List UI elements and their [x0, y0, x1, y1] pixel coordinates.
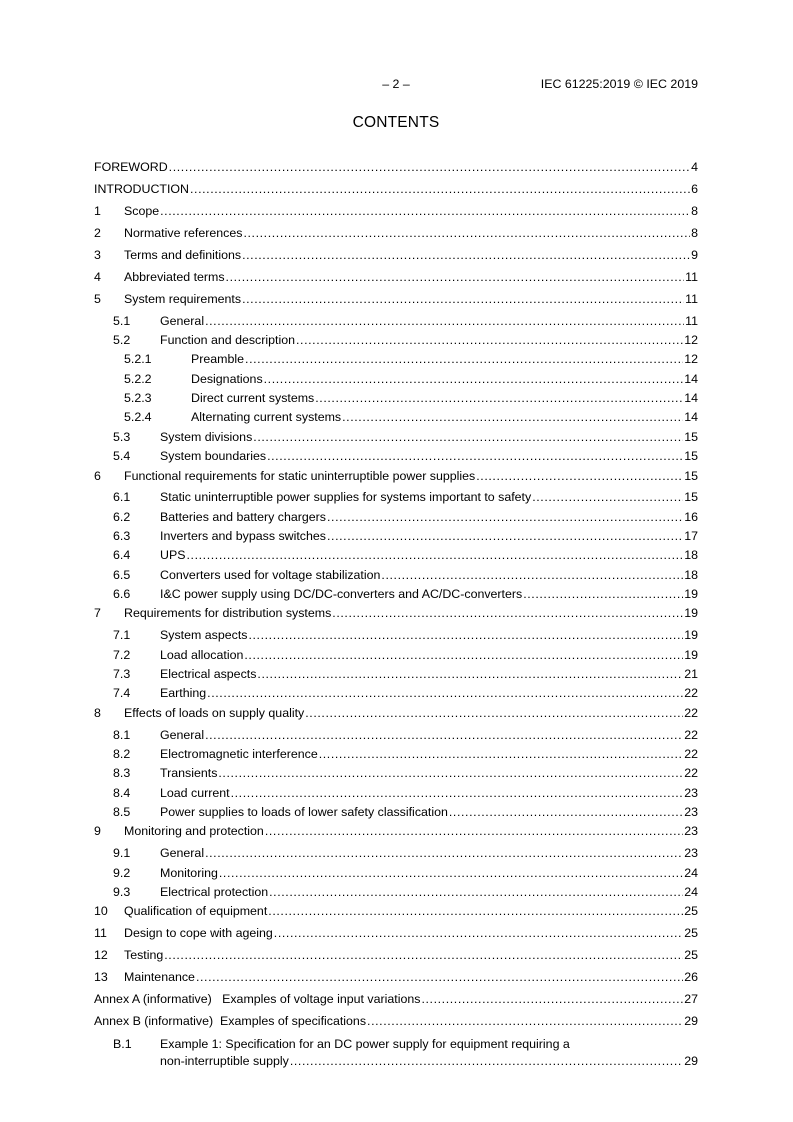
dot-leader: [367, 1013, 683, 1029]
toc-entry-page: 11: [685, 314, 698, 328]
toc-entry-number: 6.1: [113, 490, 131, 504]
toc-entry-number: 5.1: [113, 314, 131, 328]
dot-leader: [219, 865, 683, 881]
toc-entry-page: 25: [684, 904, 698, 918]
toc-entry[interactable]: [0, 269, 793, 285]
toc-entry-page: 14: [684, 372, 698, 386]
dot-leader: [253, 429, 683, 445]
toc-entry[interactable]: [0, 409, 793, 425]
dot-leader: [523, 586, 683, 602]
toc-entry-title: Alternating current systems: [191, 410, 342, 424]
toc-entry-page: 4: [691, 160, 698, 174]
toc-entry[interactable]: [0, 247, 793, 263]
toc-entry[interactable]: [0, 429, 793, 445]
toc-entry-page: 22: [684, 686, 698, 700]
toc-entry[interactable]: [0, 390, 793, 406]
toc-entry[interactable]: [0, 586, 793, 602]
toc-entry-page: 24: [684, 866, 698, 880]
dot-leader: [268, 903, 683, 919]
toc-entry[interactable]: [0, 685, 793, 701]
toc-entry-number: 1: [94, 204, 101, 218]
toc-entry-page: 9: [691, 248, 698, 262]
toc-entry-title: Power supplies to loads of lower safety classification: [160, 805, 448, 819]
toc-entry-number: 9.2: [113, 866, 131, 880]
toc-entry-page: 22: [684, 766, 698, 780]
toc-entry[interactable]: [0, 925, 793, 941]
toc-entry-title: Functional requirements for static uninterruptible power supplies: [124, 469, 476, 483]
toc-entry-number: 8: [94, 706, 101, 720]
toc-entry-number: B.1: [113, 1037, 132, 1051]
toc-entry-title: Electrical protection: [160, 885, 269, 899]
dot-leader: [248, 627, 683, 643]
toc-entry-number: 2: [94, 226, 101, 240]
toc-entry-page: 15: [684, 430, 698, 444]
toc-entry-page: 27: [684, 992, 698, 1006]
toc-entry-number: 6.5: [113, 568, 131, 582]
toc-entry-page: 12: [684, 333, 698, 347]
dot-leader: [245, 351, 683, 367]
toc-entry[interactable]: [0, 181, 793, 197]
toc-entry-title: Scope: [124, 204, 160, 218]
toc-entry-page: 19: [684, 648, 698, 662]
toc-entry-title: I&C power supply using DC/DC-converters and AC/DC-converters: [160, 587, 523, 601]
toc-entry-title: UPS: [160, 548, 186, 562]
toc-entry-title: Function and description: [160, 333, 296, 347]
toc-entry-page: 21: [684, 667, 698, 681]
toc-entry-page: 23: [684, 786, 698, 800]
toc-entry-title: Normative references: [124, 226, 243, 240]
toc-entry-page: 22: [684, 728, 698, 742]
dot-leader: [290, 1053, 683, 1069]
toc-entry-number: 8.4: [113, 786, 131, 800]
toc-entry-number: 7: [94, 606, 101, 620]
toc-entry-page: 29: [684, 1054, 698, 1068]
toc-entry-page: 22: [684, 747, 698, 761]
toc-entry[interactable]: [0, 159, 793, 175]
toc-entry-page: 16: [684, 510, 698, 524]
dot-leader: [532, 489, 683, 505]
toc-entry-number: 3: [94, 248, 101, 262]
toc-entry-page: 18: [684, 548, 698, 562]
toc-entry-number: 6: [94, 469, 101, 483]
toc-entry-title: FOREWORD: [94, 160, 168, 174]
toc-entry-number: 9.3: [113, 885, 131, 899]
dot-leader: [332, 605, 683, 621]
dot-leader: [186, 547, 683, 563]
toc-entry-title: Designations: [191, 372, 263, 386]
toc-entry-page: 8: [691, 204, 698, 218]
toc-entry-page: 8: [691, 226, 698, 240]
dot-leader: [269, 884, 683, 900]
toc-entry[interactable]: [0, 845, 793, 861]
toc-entry-number: 7.3: [113, 667, 131, 681]
toc-entry-title: Static uninterruptible power supplies for systems important to safety: [160, 490, 532, 504]
dot-leader: [218, 765, 683, 781]
toc-entry[interactable]: [0, 865, 793, 881]
toc-entry-title: Monitoring: [160, 866, 218, 880]
toc-entry[interactable]: [0, 765, 793, 781]
dot-leader: [476, 468, 683, 484]
dot-leader: [327, 509, 683, 525]
toc-entry[interactable]: [0, 313, 793, 329]
toc-entry-title: Design to cope with ageing: [124, 926, 273, 940]
toc-entry-number: 8.2: [113, 747, 131, 761]
toc-entry[interactable]: [0, 823, 793, 839]
dot-leader: [169, 159, 690, 175]
toc-entry[interactable]: [0, 351, 793, 367]
toc-entry-page: 23: [684, 805, 698, 819]
toc-entry[interactable]: [0, 903, 793, 919]
document-reference: IEC 61225:2019 © IEC 2019: [540, 77, 698, 91]
toc-entry-title: Abbreviated terms: [124, 270, 225, 284]
toc-entry-page: 26: [684, 970, 698, 984]
toc-entry-page: 11: [685, 292, 698, 306]
toc-entry-title: Earthing: [160, 686, 207, 700]
toc-entry-number: 5.2.4: [124, 410, 152, 424]
toc-entry-title: System divisions: [160, 430, 253, 444]
toc-entry[interactable]: [0, 1013, 793, 1029]
toc-entry-number: 6.6: [113, 587, 131, 601]
dot-leader: [381, 567, 683, 583]
toc-entry-page: 15: [684, 449, 698, 463]
toc-entry-title: General: [160, 728, 205, 742]
toc-entry[interactable]: [0, 547, 793, 563]
toc-entry-number: 13: [94, 970, 108, 984]
toc-entry-number: 4: [94, 270, 101, 284]
page-number: – 2 –: [382, 77, 410, 91]
toc-entry[interactable]: [0, 991, 793, 1007]
toc-entry-page: 25: [684, 948, 698, 962]
toc-entry[interactable]: [0, 489, 793, 505]
dot-leader: [207, 685, 683, 701]
toc-entry-page: 15: [684, 469, 698, 483]
dot-leader: [164, 947, 683, 963]
toc-entry-number: 8.1: [113, 728, 131, 742]
toc-entry-number: 10: [94, 904, 108, 918]
toc-entry-title: Example 1: Specification for an DC power supply for equipment requiring a: [160, 1037, 570, 1051]
page-title: CONTENTS: [352, 114, 440, 131]
toc-entry[interactable]: [0, 727, 793, 743]
toc-entry-page: 11: [685, 270, 698, 284]
dot-leader: [264, 371, 684, 387]
toc-entry-title: System boundaries: [160, 449, 267, 463]
toc-entry-number: 11: [94, 926, 107, 940]
toc-entry-title: Inverters and bypass switches: [160, 529, 326, 543]
dot-leader: [242, 247, 690, 263]
toc-entry-title: Transients: [160, 766, 218, 780]
toc-entry-page: 12: [684, 352, 698, 366]
toc-entry[interactable]: [0, 203, 793, 219]
toc-entry[interactable]: [0, 1036, 793, 1070]
dot-leader: [226, 269, 685, 285]
dot-leader: [231, 785, 684, 801]
toc-entry-number: 8.3: [113, 766, 131, 780]
toc-entry[interactable]: [0, 291, 793, 307]
toc-entry-page: 19: [684, 587, 698, 601]
toc-entry-title: Requirements for distribution systems: [124, 606, 332, 620]
toc-entry-number: 9: [94, 824, 101, 838]
toc-entry[interactable]: [0, 647, 793, 663]
toc-entry-number: 6.2: [113, 510, 131, 524]
toc-entry-page: 19: [684, 606, 698, 620]
toc-entry-page: 6: [691, 182, 698, 196]
dot-leader: [196, 969, 683, 985]
dot-leader: [257, 666, 683, 682]
toc-entry-number: 7.1: [113, 628, 131, 642]
toc-entry-number: 5.3: [113, 430, 131, 444]
toc-entry[interactable]: [0, 884, 793, 900]
toc-entry[interactable]: [0, 969, 793, 985]
dot-leader: [244, 647, 683, 663]
toc-entry[interactable]: [0, 804, 793, 820]
toc-entry[interactable]: [0, 705, 793, 721]
toc-entry[interactable]: [0, 448, 793, 464]
toc-entry-page: 23: [684, 846, 698, 860]
toc-entry-title: Annex A (informative) Examples of voltage input variations: [94, 992, 421, 1006]
toc-entry[interactable]: [0, 666, 793, 682]
toc-entry-number: 5.2: [113, 333, 131, 347]
toc-entry-page: 25: [684, 926, 698, 940]
toc-entry[interactable]: [0, 332, 793, 348]
toc-entry-title: Qualification of equipment: [124, 904, 268, 918]
toc-entry-title: Electrical aspects: [160, 667, 257, 681]
toc-entry-number: 8.5: [113, 805, 131, 819]
toc-entry[interactable]: [0, 567, 793, 583]
toc-entry-page: 22: [684, 706, 698, 720]
toc-entry-title: Batteries and battery chargers: [160, 510, 326, 524]
toc-entry-page: 29: [684, 1014, 698, 1028]
toc-entry-page: 24: [684, 885, 698, 899]
dot-leader: [267, 448, 683, 464]
toc-entry[interactable]: [0, 947, 793, 963]
toc-entry-number: 6.4: [113, 548, 131, 562]
toc-entry-page: 14: [684, 391, 698, 405]
dot-leader: [205, 727, 683, 743]
toc-entry-title: Maintenance: [124, 970, 195, 984]
toc-entry-title: System aspects: [160, 628, 248, 642]
toc-entry-title: non-interruptible supply: [160, 1054, 289, 1068]
toc-entry[interactable]: [0, 371, 793, 387]
toc-entry-number: 6.3: [113, 529, 131, 543]
toc-entry-title: General: [160, 314, 205, 328]
toc-entry[interactable]: [0, 785, 793, 801]
dot-leader: [265, 823, 683, 839]
toc-entry-page: 15: [684, 490, 698, 504]
toc-entry-title: General: [160, 846, 205, 860]
toc-entry[interactable]: [0, 627, 793, 643]
toc-entry-number: 5.2.1: [124, 352, 152, 366]
toc-entry-number: 5.2.3: [124, 391, 152, 405]
dot-leader: [205, 313, 684, 329]
toc-entry-number: 5.2.2: [124, 372, 152, 386]
dot-leader: [205, 845, 683, 861]
toc-entry[interactable]: [0, 746, 793, 762]
toc-entry-title: Effects of loads on supply quality: [124, 706, 305, 720]
toc-entry-title: Monitoring and protection: [124, 824, 264, 838]
toc-entry-number: 5.4: [113, 449, 131, 463]
dot-leader: [296, 332, 683, 348]
toc-entry-page: 17: [684, 529, 698, 543]
dot-leader: [327, 528, 683, 544]
toc-entry[interactable]: [0, 468, 793, 484]
toc-entry-title: System requirements: [124, 292, 242, 306]
dot-leader: [242, 291, 684, 307]
toc-entry-number: 9.1: [113, 846, 131, 860]
toc-entry-title: Electromagnetic interference: [160, 747, 318, 761]
toc-entry-title: Preamble: [191, 352, 245, 366]
toc-entry-title: Load current: [160, 786, 230, 800]
toc-entry[interactable]: [0, 605, 793, 621]
dot-leader: [305, 705, 683, 721]
toc-entry-number: 7.2: [113, 648, 131, 662]
toc-entry-title: INTRODUCTION: [94, 182, 189, 196]
dot-leader: [342, 409, 683, 425]
dot-leader: [243, 225, 690, 241]
toc-entry-title: Testing: [124, 948, 164, 962]
toc-entry-number: 7.4: [113, 686, 131, 700]
dot-leader: [319, 746, 683, 762]
toc-entry-title: Converters used for voltage stabilization: [160, 568, 381, 582]
dot-leader: [274, 925, 683, 941]
toc-entry-page: 18: [684, 568, 698, 582]
toc-entry-page: 23: [684, 824, 698, 838]
toc-entry[interactable]: [0, 225, 793, 241]
toc-entry-title: Terms and definitions: [124, 248, 242, 262]
toc-entry[interactable]: [0, 528, 793, 544]
toc-entry-page: 19: [684, 628, 698, 642]
toc-entry-title: Load allocation: [160, 648, 244, 662]
dot-leader: [160, 203, 690, 219]
toc-entry-page: 14: [684, 410, 698, 424]
toc-entry[interactable]: [0, 509, 793, 525]
dot-leader: [421, 991, 683, 1007]
dot-leader: [449, 804, 683, 820]
toc-entry-title: Annex B (informative) Examples of specifications: [94, 1014, 367, 1028]
toc-entry-number: 12: [94, 948, 108, 962]
dot-leader: [190, 181, 690, 197]
toc-entry-title: Direct current systems: [191, 391, 315, 405]
toc-entry-number: 5: [94, 292, 101, 306]
dot-leader: [315, 390, 683, 406]
